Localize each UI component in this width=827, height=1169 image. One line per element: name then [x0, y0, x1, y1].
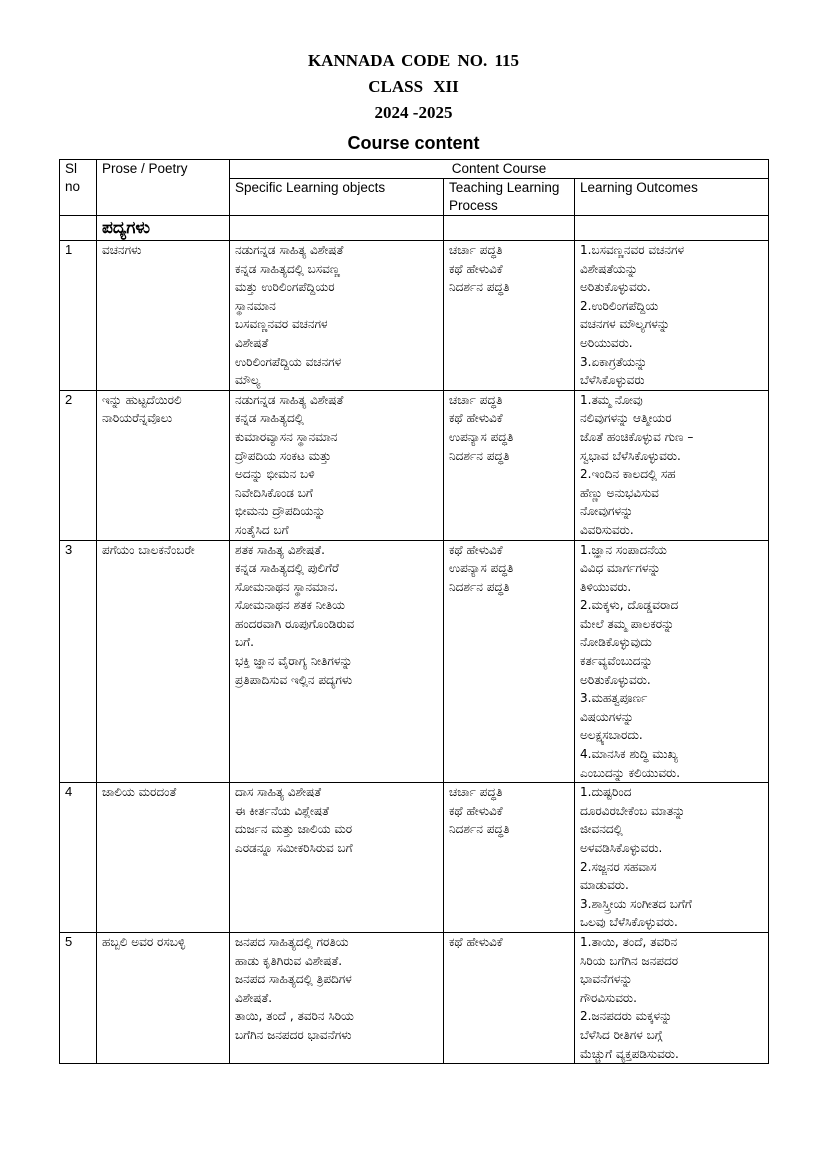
- cell-line: ಮತ್ತು ಉರಿಲಿಂಗಪೆದ್ದಿಯರ: [235, 280, 335, 295]
- cell-line: ಮೌಲ್ಯ: [235, 373, 261, 388]
- cell-line: ಪ್ರತಿಪಾದಿಸುವ ಇಲ್ಲಿನ ಪದ್ಯಗಳು: [235, 672, 353, 687]
- row-teaching-process: [444, 241, 575, 391]
- row-specific-learning-objects: [230, 241, 444, 391]
- cell-line: ಸ್ವಭಾವ ಬೆಳೆಸಿಕೊಳ್ಳುವರು.: [580, 448, 681, 463]
- row-teaching-process: [444, 783, 575, 933]
- cell-line: ಬೆಳೆಸಿದ ರೀತಿಗಳ ಬಗ್ಗೆ: [580, 1027, 663, 1042]
- row-poem-title: ಹಬ್ಬಲಿ ಅವರ ರಸಬಳ್ಳಿ: [97, 932, 230, 1063]
- column-header-content-course: Content Course: [230, 160, 769, 179]
- section-slno-cell: [60, 216, 97, 241]
- cell-line: 2.ಇಂದಿನ ಕಾಲದಲ್ಲಿ ಸಹ: [580, 467, 676, 482]
- cell-line: ಬಗೆಗಿನ ಜನಪದರ ಭಾವನೆಗಳು: [235, 1027, 352, 1042]
- cell-line: ಎರಡನ್ನೂ ಸಮೀಕರಿಸಿರುವ ಬಗೆ: [235, 841, 353, 855]
- cell-line: ವಿಷಯಗಳನ್ನು: [580, 709, 634, 724]
- row-serial-number: 4: [60, 783, 97, 933]
- cell-line: ಸ್ಥಾನಮಾನ: [235, 298, 276, 313]
- cell-line: ಕುಮಾರವ್ಯಾಸನ ಸ್ಥಾನಮಾನ: [235, 429, 338, 444]
- cell-line: ನಲಿವುಗಳನ್ನು ಆತ್ಮೀಯರ: [580, 411, 672, 426]
- section-title: ಪದ್ಯಗಳು: [97, 216, 230, 241]
- row-specific-learning-objects: [230, 540, 444, 783]
- table-row: [60, 241, 769, 391]
- cell-line: 4.ಮಾನಸಿಕ ಶುದ್ಧಿ ಮುಖ್ಯ: [580, 747, 678, 762]
- cell-line: ಕನ್ನಡ ಸಾಹಿತ್ಯದಲ್ಲಿ: [235, 411, 304, 426]
- row-poem-title: ಜಾಲಿಯ ಮರದಂತೆ: [97, 783, 230, 933]
- cell-line: ವಿಶೇಷತೆಯನ್ನು: [580, 261, 638, 276]
- cell-line: ಕಥೆ ಹೇಳುವಿಕೆ: [449, 803, 503, 818]
- cell-line: ನಡುಗನ್ನಡ ಸಾಹಿತ್ಯ ವಿಶೇಷತೆ: [235, 243, 344, 257]
- cell-line: ನಿವೇದಿಸಿಕೊಂಡ ಬಗೆ: [235, 485, 313, 500]
- page-title: Course content: [347, 133, 480, 153]
- cell-line: ವಿಶೇಷತೆ.: [235, 990, 273, 1005]
- cell-line: ನಿದರ್ಶನ ಪದ್ಧತಿ: [449, 822, 510, 837]
- cell-line: ಅರಿತುಕೊಳ್ಳುವರು.: [580, 672, 651, 687]
- cell-line: 3.ಶಾಸ್ತ್ರೀಯ ಸಂಗೀತದ ಬಗೆಗೆ: [580, 896, 692, 911]
- document-heading-subject: KANNADA CODE NO. 115: [307, 51, 520, 70]
- cell-line: ಉಪನ್ಯಾಸ ಪದ್ಧತಿ: [449, 429, 514, 444]
- row-specific-learning-objects: [230, 932, 444, 1063]
- cell-line: ಕನ್ನಡ ಸಾಹಿತ್ಯದಲ್ಲಿ ಬಸವಣ್ಣ: [235, 261, 341, 276]
- cell-line: ಗೌರವಿಸುವರು.: [580, 990, 637, 1005]
- cell-line: ನಿದರ್ಶನ ಪದ್ಧತಿ: [449, 579, 510, 594]
- cell-line: ಸೋಮನಾಥನ ಸ್ಥಾನಮಾನ.: [235, 579, 339, 594]
- row-learning-outcomes: [575, 932, 769, 1063]
- cell-line: ವಿಶೇಷತೆ: [235, 335, 269, 350]
- cell-line: 2.ಉರಿಲಿಂಗಪೆದ್ದಿಯ: [580, 298, 659, 313]
- cell-line: ದೂರವಿರಬೇಕೆಂಬ ಮಾತನ್ನು: [580, 803, 686, 818]
- cell-line: ದಾಸ ಸಾಹಿತ್ಯ ವಿಶೇಷತೆ: [235, 785, 322, 800]
- cell-line: ಚರ್ಚಾ ಪದ್ಧತಿ: [449, 392, 503, 407]
- cell-line: ಅದನ್ನು ಭೀಮನ ಬಳಿ: [235, 467, 315, 482]
- cell-line: 1.ತಾಯಿ, ತಂದೆ, ತವರಿನ: [580, 934, 678, 949]
- row-learning-outcomes: [575, 241, 769, 391]
- row-teaching-process: [444, 540, 575, 783]
- table-row: [60, 783, 769, 933]
- cell-line: ಕಥೆ ಹೇಳುವಿಕೆ: [449, 261, 503, 276]
- document-heading-year: 2024 -2025: [374, 103, 453, 122]
- document-heading-class: CLASS XII: [368, 77, 459, 96]
- cell-line: 1.ಬಸವಣ್ಣನವರ ವಚನಗಳ: [580, 243, 684, 257]
- cell-line: ಅಲಕ್ಷ್ಯಸಬಾರದು.: [580, 728, 643, 743]
- cell-line: ಬಸವಣ್ಣನವರ ವಚನಗಳ: [235, 317, 328, 332]
- table-row: [60, 540, 769, 783]
- cell-line: ವಿವಿಧ ಮಾರ್ಗಗಳನ್ನು: [580, 561, 661, 576]
- cell-line: ಹಾಡು ಕೃತಿಗಿರುವ ವಿಶೇಷತೆ.: [235, 953, 343, 968]
- section-empty-cell: [575, 216, 769, 241]
- cell-line: ಶತಕ ಸಾಹಿತ್ಯ ವಿಶೇಷತೆ.: [235, 542, 325, 557]
- row-serial-number: 5: [60, 932, 97, 1063]
- cell-line: ಉರಿಲಿಂಗಪೆದ್ದಿಯ ವಚನಗಳ: [235, 354, 342, 369]
- cell-line: ಅರಿಯುವರು.: [580, 335, 633, 350]
- cell-line: 2.ಸಜ್ಜನರ ಸಹವಾಸ: [580, 859, 657, 874]
- cell-line: ಬೆಳೆಸಿಕೊಳ್ಳುವರು: [580, 373, 645, 388]
- course-content-table: [59, 159, 769, 1064]
- row-poem-title: ವಚನಗಳು: [97, 241, 230, 391]
- cell-line: ಹೆಣ್ಣು ಅನುಭವಿಸುವ: [580, 485, 659, 500]
- cell-line: ಭಕ್ತಿ ಜ್ಞಾನ ವೈರಾಗ್ಯ ನೀತಿಗಳನ್ನು: [235, 654, 353, 669]
- column-header-learning-outcomes: Learning Outcomes: [575, 179, 769, 216]
- cell-line: ಹಂದರವಾಗಿ ರೂಪುಗೊಂಡಿರುವ: [235, 616, 355, 631]
- row-teaching-process: [444, 932, 575, 1063]
- cell-line: 2.ಜನಪದರು ಮಕ್ಕಳನ್ನು: [580, 1009, 673, 1024]
- cell-line: ಜನಪದ ಸಾಹಿತ್ಯದಲ್ಲಿ ಗರತಿಯ: [235, 934, 349, 949]
- cell-line: 3.ಏಕಾಗ್ರತೆಯನ್ನು: [580, 354, 648, 369]
- cell-line: ಚರ್ಚಾ ಪದ್ಧತಿ: [449, 785, 503, 800]
- cell-line: ನಿದರ್ಶನ ಪದ್ಧತಿ: [449, 280, 510, 295]
- cell-line: ನೋವುಗಳನ್ನು: [580, 504, 634, 519]
- cell-line: ಎಂಬುದನ್ನು ಕಲಿಯುವರು.: [580, 765, 681, 780]
- cell-line: ಈ ಕೀರ್ತನೆಯ ವಿಶ್ಲೇಷತೆ: [235, 803, 329, 818]
- row-teaching-process: [444, 390, 575, 540]
- cell-line: ಸಿರಿಯ ಬಗೆಗಿನ ಜನಪದರ: [580, 953, 679, 968]
- cell-line: 1.ದುಷ್ಟರಿಂದ: [580, 785, 632, 800]
- row-poem-title: ಇನ್ನು ಹುಟ್ಟದೆಯಿರಲಿ ನಾರಿಯರೆನ್ನವೊಲು: [97, 390, 230, 540]
- cell-line: ಅರಿತುಕೊಳ್ಳುವರು.: [580, 280, 651, 295]
- cell-line: ವಚನಗಳ ಮೌಲ್ಯಗಳನ್ನು: [580, 317, 670, 332]
- cell-line: ಜೀವನದಲ್ಲಿ: [580, 822, 623, 837]
- cell-line: ವಿವರಿಸುವರು.: [580, 522, 634, 537]
- cell-line: ಕಥೆ ಹೇಳುವಿಕೆ: [449, 411, 503, 426]
- cell-line: ದುರ್ಜನ ಮತ್ತು ಜಾಲಿಯ ಮರ: [235, 822, 353, 837]
- column-header-prose-poetry: Prose / Poetry: [97, 160, 230, 216]
- cell-line: ಉಪನ್ಯಾಸ ಪದ್ಧತಿ: [449, 561, 514, 576]
- column-header-specific-learning-objects: Specific Learning objects: [230, 179, 444, 216]
- cell-line: ಭೀಮನು ದ್ರೌಪದಿಯನ್ನು: [235, 504, 326, 519]
- cell-line: ಕರ್ತವ್ಯವೆಂಬುದನ್ನು: [580, 654, 653, 669]
- cell-line: ನಡುಗನ್ನಡ ಸಾಹಿತ್ಯ ವಿಶೇಷತೆ: [235, 392, 344, 407]
- cell-line: ಸಂತೈಸಿದ ಬಗೆ: [235, 522, 289, 537]
- row-poem-title: ಪಗೆಯಂ ಬಾಲಕನೆಂಬರೇ: [97, 540, 230, 783]
- cell-line: ಒಲವು ಬೆಳೆಸಿಕೊಳ್ಳುವರು.: [580, 915, 678, 930]
- row-learning-outcomes: [575, 783, 769, 933]
- cell-line: ಅಳವಡಿಸಿಕೊಳ್ಳುವರು.: [580, 841, 663, 855]
- row-specific-learning-objects: [230, 783, 444, 933]
- cell-line: ಕಥೆ ಹೇಳುವಿಕೆ: [449, 542, 503, 557]
- column-header-slno: Sl no: [60, 160, 97, 216]
- cell-line: ಬಗೆ.: [235, 635, 254, 650]
- cell-line: 2.ಮಕ್ಕಳು, ದೊಡ್ಡವರಾದ: [580, 598, 679, 613]
- cell-line: ಭಾವನೆಗಳನ್ನು: [580, 972, 633, 987]
- cell-line: ತಾಯಿ, ತಂದೆ , ತವರಿನ ಸಿರಿಯ: [235, 1009, 354, 1024]
- cell-line: 1.ಜ್ಞಾನ ಸಂಪಾದನೆಯ: [580, 542, 667, 557]
- column-header-teaching-learning-process: Teaching Learning Process: [444, 179, 575, 216]
- cell-line: ನಿದರ್ಶನ ಪದ್ಧತಿ: [449, 448, 510, 463]
- cell-line: ಕಥೆ ಹೇಳುವಿಕೆ: [449, 934, 503, 949]
- section-row: [60, 216, 769, 241]
- section-empty-cell: [230, 216, 444, 241]
- cell-line: 3.ಮಹತ್ವಪೂರ್ಣ: [580, 691, 648, 706]
- cell-line: ಮಾಡುವರು.: [580, 878, 629, 893]
- cell-line: ಸೋಮನಾಥನ ಶತಕ ನೀತಿಯ: [235, 598, 346, 613]
- cell-line: ತಿಳಿಯುವರು.: [580, 579, 632, 594]
- cell-line: ನೋಡಿಕೊಳ್ಳುವುದು: [580, 635, 652, 650]
- cell-line: ಮೇಲೆ ತಮ್ಮ ಪಾಲಕರನ್ನು: [580, 616, 675, 631]
- cell-line: ಕನ್ನಡ ಸಾಹಿತ್ಯದಲ್ಲಿ ಪುಲಿಗೆರೆ: [235, 561, 339, 576]
- cell-line: ಜನಪದ ಸಾಹಿತ್ಯದಲ್ಲಿ ತ್ರಿಪದಿಗಳ: [235, 972, 352, 987]
- section-empty-cell: [444, 216, 575, 241]
- row-specific-learning-objects: [230, 390, 444, 540]
- row-serial-number: 1: [60, 241, 97, 391]
- cell-line: ದ್ರೌಪದಿಯ ಸಂಕಟ ಮತ್ತು: [235, 448, 332, 463]
- table-row: [60, 932, 769, 1063]
- table-row: [60, 390, 769, 540]
- row-serial-number: 2: [60, 390, 97, 540]
- row-learning-outcomes: [575, 390, 769, 540]
- cell-line: 1.ತಮ್ಮ ನೋವು: [580, 392, 643, 407]
- cell-line: ಚರ್ಚಾ ಪದ್ಧತಿ: [449, 243, 503, 257]
- cell-line: ಜೊತೆ ಹಂಚಿಕೊಳ್ಳುವ ಗುಣ –: [580, 429, 694, 444]
- row-learning-outcomes: [575, 540, 769, 783]
- table-header-row: [60, 160, 769, 179]
- row-serial-number: 3: [60, 540, 97, 783]
- cell-line: ಮೆಚ್ಚುಗೆ ವ್ಯಕ್ತಪಡಿಸುವರು.: [580, 1046, 679, 1061]
